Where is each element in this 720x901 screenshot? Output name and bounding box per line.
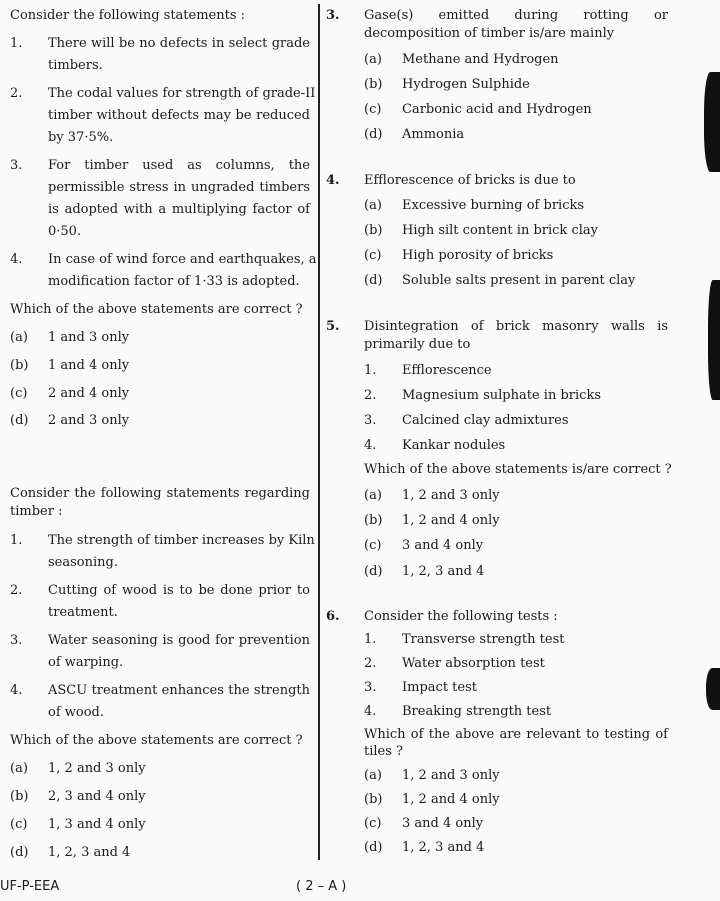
- q1-statement-line: by 37·5%.: [48, 130, 114, 145]
- q6-statement-text: Impact test: [402, 680, 477, 695]
- q6-statement-text: Transverse strength test: [402, 632, 565, 647]
- q4-option-label: (d): [364, 273, 383, 288]
- q6-statement-text: Breaking strength test: [402, 704, 552, 719]
- q1-statement-line: is adopted with a multiplying factor of: [48, 202, 310, 217]
- q1-option-label: (b): [10, 358, 29, 373]
- q1-statement-line: timbers.: [48, 58, 103, 73]
- q2-question: Which of the above statements are correct ?: [10, 733, 303, 748]
- q5-text-line: Disintegration of brick masonry walls is: [364, 319, 668, 334]
- q1-option-text: 1 and 4 only: [48, 358, 130, 373]
- q2-statement-line: ASCU treatment enhances the strength: [48, 683, 310, 698]
- column-divider: [318, 4, 320, 860]
- q4-option-text: High silt content in brick clay: [402, 223, 598, 238]
- q5-statement-number: 1.: [364, 363, 377, 378]
- q4-option-label: (c): [364, 248, 382, 263]
- q2-statement-line: Cutting of wood is to be done prior to: [48, 583, 310, 598]
- q5-statement-text: Efflorescence: [402, 363, 492, 378]
- q1-statement-line: permissible stress in ungraded timbers: [48, 180, 310, 195]
- q3-option-text: Ammonia: [402, 127, 465, 142]
- q2-intro-line: Consider the following statements regarding: [10, 486, 310, 501]
- q5-option-text: 3 and 4 only: [402, 538, 484, 553]
- q4-option-text: High porosity of bricks: [402, 248, 554, 263]
- q5-option-text: 1, 2, 3 and 4: [402, 564, 485, 579]
- q1-intro: Consider the following statements :: [10, 8, 246, 23]
- q6-option-text: 1, 2, 3 and 4: [402, 840, 485, 855]
- footer-code: UF-P-EEA: [0, 879, 60, 894]
- q2-statement-line: treatment.: [48, 605, 118, 620]
- q1-option-label: (d): [10, 413, 29, 428]
- q5-statement-number: 2.: [364, 388, 377, 403]
- q1-statement-number: 1.: [10, 36, 23, 51]
- q6-statement-number: 2.: [364, 656, 377, 671]
- q3-text-line: Gase(s) emitted during rotting or: [364, 8, 668, 23]
- q4-option-label: (b): [364, 223, 383, 238]
- q2-option-text: 1, 2 and 3 only: [48, 761, 146, 776]
- q5-option-label: (b): [364, 513, 383, 528]
- q6-statement-number: 4.: [364, 704, 377, 719]
- q5-question: Which of the above statements is/are correct ?: [364, 462, 672, 477]
- footer-page-number: ( 2 – A ): [296, 879, 347, 894]
- q1-statement-line: In case of wind force and earthquakes, a: [48, 252, 317, 267]
- q2-statement-line: The strength of timber increases by Kiln: [48, 533, 315, 548]
- q6-statement-number: 3.: [364, 680, 377, 695]
- q4-option-text: Soluble salts present in parent clay: [402, 273, 636, 288]
- q1-option-text: 2 and 4 only: [48, 386, 130, 401]
- q4-text: Efflorescence of bricks is due to: [364, 173, 576, 188]
- q1-statement-number: 2.: [10, 86, 23, 101]
- q4-option-text: Excessive burning of bricks: [402, 198, 585, 213]
- q1-option-text: 2 and 3 only: [48, 413, 130, 428]
- q6-option-label: (b): [364, 792, 383, 807]
- q1-option-text: 1 and 3 only: [48, 330, 130, 345]
- q6-question-line: tiles ?: [364, 744, 404, 759]
- q2-option-label: (c): [10, 817, 28, 832]
- q2-statement-number: 1.: [10, 533, 23, 548]
- q1-statement-line: timber without defects may be reduced: [48, 108, 310, 123]
- q6-statement-number: 1.: [364, 632, 377, 647]
- q6-option-label: (d): [364, 840, 383, 855]
- q5-number: 5.: [326, 319, 340, 334]
- q2-statement-number: 4.: [10, 683, 23, 698]
- q1-statement-line: There will be no defects in select grade: [48, 36, 310, 51]
- q2-statement-line: of warping.: [48, 655, 124, 670]
- q2-option-label: (d): [10, 845, 29, 860]
- q6-statement-text: Water absorption test: [402, 656, 545, 671]
- q2-intro-line: timber :: [10, 504, 63, 519]
- q5-statement-text: Calcined clay admixtures: [402, 413, 569, 428]
- q2-option-text: 1, 3 and 4 only: [48, 817, 146, 832]
- q1-statement-line: The codal values for strength of grade-II: [48, 86, 316, 101]
- q1-statement-line: 0·50.: [48, 224, 82, 239]
- q5-statement-text: Kankar nodules: [402, 438, 506, 453]
- q2-statement-line: seasoning.: [48, 555, 118, 570]
- scan-edge-mark: [706, 668, 720, 710]
- q6-option-label: (a): [364, 768, 382, 783]
- q1-option-label: (a): [10, 330, 28, 345]
- q1-question: Which of the above statements are correct ?: [10, 302, 303, 317]
- q5-statement-text: Magnesium sulphate in bricks: [402, 388, 601, 403]
- q6-option-text: 3 and 4 only: [402, 816, 484, 831]
- q3-option-text: Methane and Hydrogen: [402, 52, 559, 67]
- q1-statement-line: modification factor of 1·33 is adopted.: [48, 274, 300, 289]
- q5-text-line: primarily due to: [364, 337, 471, 352]
- q3-option-label: (c): [364, 102, 382, 117]
- q5-statement-number: 3.: [364, 413, 377, 428]
- q5-statement-number: 4.: [364, 438, 377, 453]
- q6-question-line: Which of the above are relevant to testing of: [364, 727, 668, 742]
- scan-edge-mark: [708, 280, 720, 400]
- q5-option-label: (a): [364, 488, 382, 503]
- q1-option-label: (c): [10, 386, 28, 401]
- q3-option-label: (b): [364, 77, 383, 92]
- q6-option-text: 1, 2 and 4 only: [402, 792, 500, 807]
- q3-option-label: (d): [364, 127, 383, 142]
- q6-number: 6.: [326, 609, 340, 624]
- q3-option-label: (a): [364, 52, 382, 67]
- q5-option-label: (c): [364, 538, 382, 553]
- q6-option-text: 1, 2 and 3 only: [402, 768, 500, 783]
- q5-option-label: (d): [364, 564, 383, 579]
- q4-option-label: (a): [364, 198, 382, 213]
- scan-edge-mark: [704, 72, 720, 172]
- q5-option-text: 1, 2 and 3 only: [402, 488, 500, 503]
- q2-statement-line: Water seasoning is good for prevention: [48, 633, 310, 648]
- q5-option-text: 1, 2 and 4 only: [402, 513, 500, 528]
- q2-option-label: (a): [10, 761, 28, 776]
- q3-option-text: Carbonic acid and Hydrogen: [402, 102, 592, 117]
- q2-statement-number: 3.: [10, 633, 23, 648]
- q2-statement-line: of wood.: [48, 705, 105, 720]
- q3-number: 3.: [326, 8, 340, 23]
- q6-text: Consider the following tests :: [364, 609, 558, 624]
- q2-option-label: (b): [10, 789, 29, 804]
- q4-number: 4.: [326, 173, 340, 188]
- q3-option-text: Hydrogen Sulphide: [402, 77, 530, 92]
- q2-option-text: 1, 2, 3 and 4: [48, 845, 131, 860]
- q2-option-text: 2, 3 and 4 only: [48, 789, 146, 804]
- q6-option-label: (c): [364, 816, 382, 831]
- q3-text-line: decomposition of timber is/are mainly: [364, 26, 615, 41]
- q2-statement-number: 2.: [10, 583, 23, 598]
- q1-statement-number: 4.: [10, 252, 23, 267]
- q1-statement-line: For timber used as columns, the: [48, 158, 310, 173]
- q1-statement-number: 3.: [10, 158, 23, 173]
